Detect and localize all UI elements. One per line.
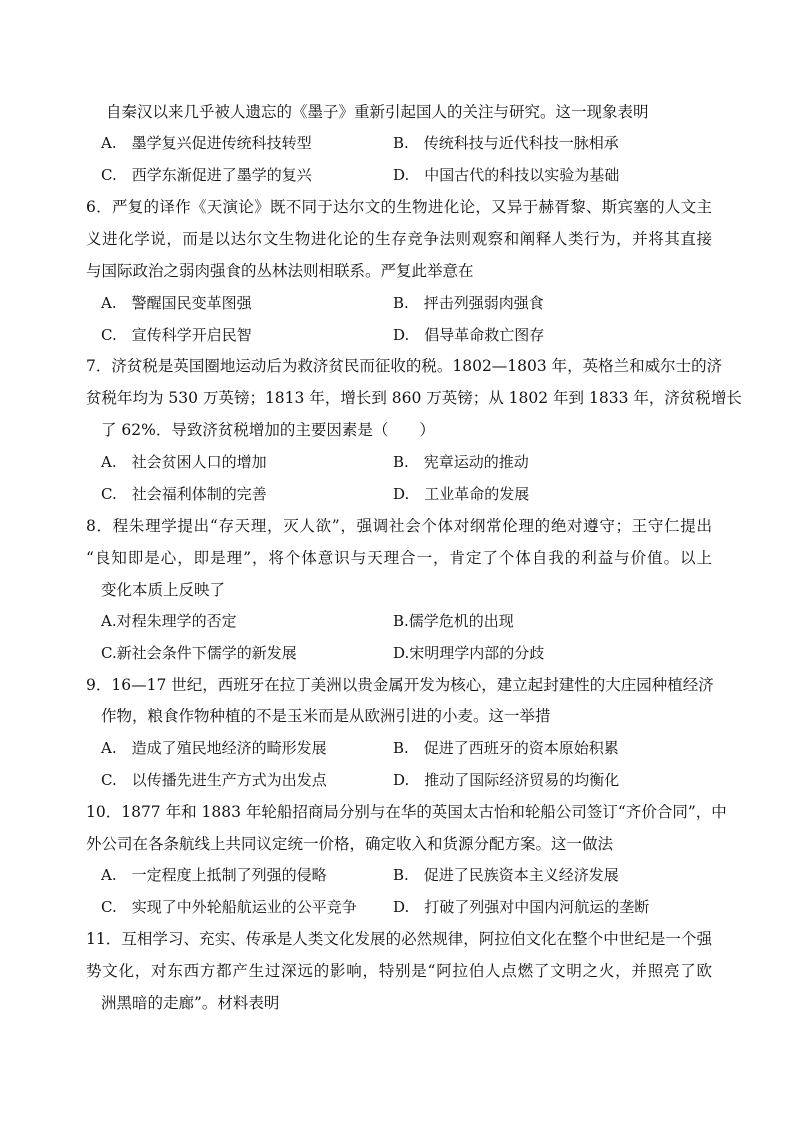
q9-option-d[interactable]: D. 推动了国际经济贸易的均衡化 — [393, 771, 620, 789]
q9-option-b[interactable]: B. 促进了西班牙的资本原始积累 — [393, 739, 619, 757]
q7-stem-line-1: 7．济贫税是英国圈地运动后为救济贫民而征收的税。1802—1803 年，英格兰和威尔士的济 — [86, 357, 723, 375]
q5-stem-line: 自秦汉以来几乎被人遗忘的《墨子》重新引起国人的关注与研究。这一现象表明 — [106, 103, 649, 121]
q8-option-a[interactable]: A.对程朱理学的否定 — [101, 612, 237, 630]
q8-option-d[interactable]: D.宋明理学内部的分歧 — [393, 644, 545, 662]
q6-stem-line-3: 与国际政治之弱肉强食的丛林法则相联系。严复此举意在 — [86, 262, 474, 280]
q10-option-b[interactable]: B. 促进了民族资本主义经济发展 — [393, 866, 619, 884]
q6-option-b[interactable]: B. 抨击列强弱肉强食 — [393, 294, 544, 312]
q9-stem-line-1: 9．16—17 世纪，西班牙在拉丁美洲以贵金属开发为核心，建立起封建性的大庄园种植经济 — [86, 676, 714, 694]
q6-stem-line-1: 6．严复的译作《天演论》既不同于达尔文的生物进化论，又异于赫胥黎、斯宾塞的人文主 — [86, 198, 712, 216]
q6-option-a[interactable]: A. 警醒国民变革图强 — [101, 294, 252, 312]
q7-stem-line-3: 了 62%．导致济贫税增加的主要因素是（ ） — [101, 421, 435, 439]
q7-option-b[interactable]: B. 宪章运动的推动 — [393, 453, 529, 471]
q8-option-b[interactable]: B.儒学危机的出现 — [393, 612, 514, 630]
q9-option-c[interactable]: C. 以传播先进生产方式为出发点 — [101, 771, 327, 789]
q8-option-c[interactable]: C.新社会条件下儒学的新发展 — [101, 644, 297, 662]
q10-option-d[interactable]: D. 打破了列强对中国内河航运的垄断 — [393, 898, 650, 916]
q11-stem-line-2: 势文化，对东西方都产生过深远的影响，特别是“阿拉伯人点燃了文明之火，并照亮了欧 — [86, 962, 712, 980]
q8-stem-line-3: 变化本质上反映了 — [101, 581, 226, 599]
q5-option-c[interactable]: C. 西学东渐促进了墨学的复兴 — [101, 166, 312, 184]
q10-stem-line-2: 外公司在各条航线上共同议定统一价格，确定收入和货源分配方案。这一做法 — [86, 835, 614, 853]
q7-option-d[interactable]: D. 工业革命的发展 — [393, 485, 530, 503]
q7-option-c[interactable]: C. 社会福利体制的完善 — [101, 485, 267, 503]
q6-option-c[interactable]: C. 宣传科学开启民智 — [101, 326, 252, 344]
q5-option-a[interactable]: A. 墨学复兴促进传统科技转型 — [101, 134, 312, 152]
q11-stem-line-3: 洲黑暗的走廊”。材料表明 — [101, 994, 280, 1012]
q7-stem-line-2: 贫税年均为 530 万英镑；1813 年，增长到 860 万英镑；从 1802 年到 1833 年，济贫税增长 — [86, 389, 742, 407]
q10-stem-line-1: 10．1877 年和 1883 年轮船招商局分别与在华的英国太古怡和轮船公司签订“齐价合同”，中 — [86, 803, 727, 821]
q6-option-d[interactable]: D. 倡导革命救亡图存 — [393, 326, 545, 344]
q5-option-b[interactable]: B. 传统科技与近代科技一脉相承 — [393, 134, 619, 152]
q5-option-d[interactable]: D. 中国古代的科技以实验为基础 — [393, 166, 620, 184]
q7-option-a[interactable]: A. 社会贫困人口的增加 — [101, 453, 267, 471]
q8-stem-line-1: 8．程朱理学提出“存天理，灭人欲”，强调社会个体对纲常伦理的绝对遵守；王守仁提出 — [86, 517, 712, 535]
q8-stem-line-2: “良知即是心，即是理”，将个体意识与天理合一，肯定了个体自我的利益与价值。以上 — [86, 549, 712, 567]
q11-stem-line-1: 11．互相学习、充实、传承是人类文化发展的必然规律，阿拉伯文化在整个中世纪是一个强 — [86, 930, 712, 948]
q10-option-a[interactable]: A. 一定程度上抵制了列强的侵略 — [101, 866, 327, 884]
q10-option-c[interactable]: C. 实现了中外轮船航运业的公平竞争 — [101, 898, 357, 916]
q6-stem-line-2: 义进化学说，而是以达尔文生物进化论的生存竞争法则观察和阐释人类行为，并将其直接 — [86, 230, 712, 248]
q9-option-a[interactable]: A. 造成了殖民地经济的畸形发展 — [101, 739, 327, 757]
q9-stem-line-2: 作物，粮食作物种植的不是玉米而是从欧洲引进的小麦。这一举措 — [101, 707, 551, 725]
